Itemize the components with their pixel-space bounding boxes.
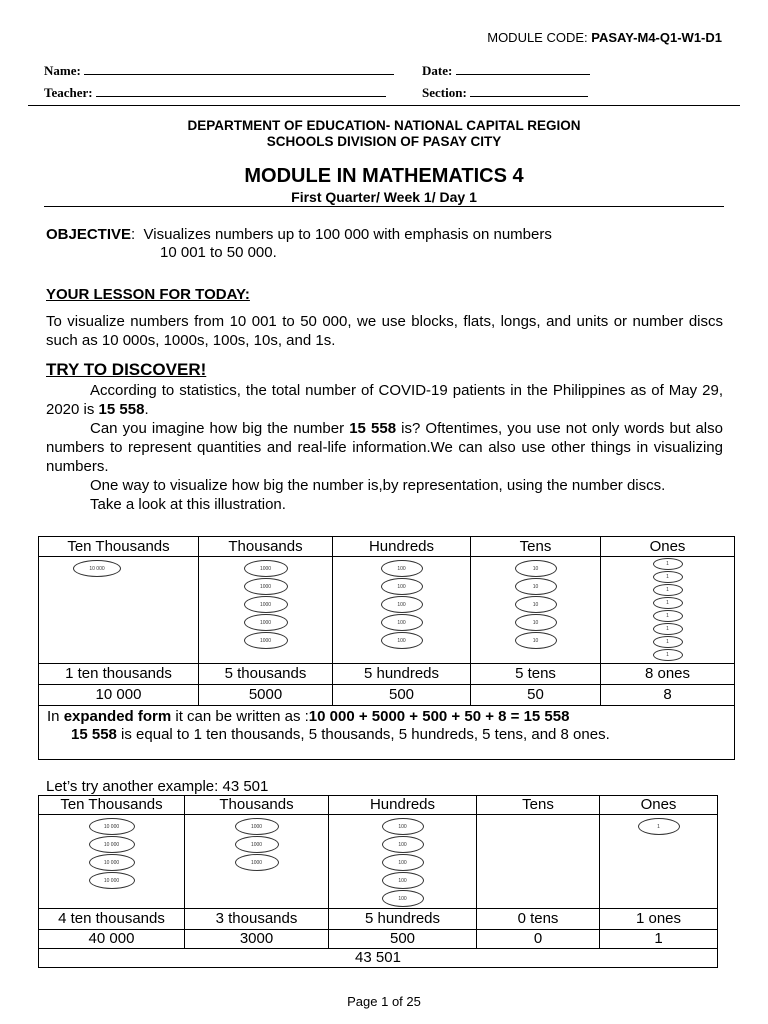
number-disc: 100 bbox=[382, 836, 424, 853]
table1-header-row bbox=[39, 537, 735, 557]
table1-discs-hundreds bbox=[333, 557, 470, 650]
module-subtitle: First Quarter/ Week 1/ Day 1 bbox=[291, 189, 477, 205]
table1-discs-tens bbox=[471, 557, 600, 650]
table2-value-2: 500 bbox=[329, 930, 477, 949]
table2-discs-tens bbox=[477, 815, 599, 818]
discover-paragraph-2: Can you imagine how big the number 15 558 is? Oftentimes, you use not only words but also numbers to represent quantities and real-life information.We can also use other things in visualizing numbers. bbox=[46, 420, 723, 475]
number-disc: 10 000 bbox=[89, 854, 135, 871]
table1-value-0: 10 000 bbox=[39, 685, 199, 706]
table2-words-row bbox=[39, 909, 718, 930]
number-disc: 100 bbox=[382, 818, 424, 835]
table2-header-thousands: Thousands bbox=[185, 796, 329, 815]
table1-word-2: 5 hundreds bbox=[333, 664, 471, 685]
objective-line1: Visualizes numbers up to 100 000 with emphasis on numbers bbox=[143, 226, 552, 243]
teacher-row bbox=[44, 85, 386, 101]
date-label: Date: bbox=[422, 63, 453, 78]
section-row bbox=[422, 85, 588, 101]
teacher-label: Teacher: bbox=[44, 85, 93, 100]
number-disc: 1 bbox=[653, 610, 683, 622]
table1-word-0: 1 ten thousands bbox=[39, 664, 199, 685]
number-disc: 1000 bbox=[244, 578, 288, 595]
table1-value-3: 50 bbox=[471, 685, 601, 706]
number-disc: 1 bbox=[653, 623, 683, 635]
table2-value-1: 3000 bbox=[185, 930, 329, 949]
section-field[interactable] bbox=[470, 85, 588, 97]
table2-word-0: 4 ten thousands bbox=[39, 909, 185, 930]
table2-header-ten-thousands: Ten Thousands bbox=[39, 796, 185, 815]
table1-words-row bbox=[39, 664, 735, 685]
number-disc: 10 000 bbox=[73, 560, 121, 577]
table2-word-4: 1 ones bbox=[600, 909, 718, 930]
number-disc: 10 bbox=[515, 578, 557, 595]
objective-label: OBJECTIVE bbox=[46, 226, 132, 243]
number-disc: 10 000 bbox=[89, 836, 135, 853]
objective: OBJECTIVE: Visualizes numbers up to 100 000 with emphasis on numbers bbox=[46, 226, 552, 243]
table2-discs-ten-thousands bbox=[39, 815, 184, 890]
table2-header-row bbox=[39, 796, 718, 815]
number-disc: 100 bbox=[382, 872, 424, 889]
date-row bbox=[422, 63, 590, 79]
table2-discs-ones bbox=[600, 815, 717, 836]
number-disc: 1 bbox=[653, 571, 683, 583]
section-label: Section: bbox=[422, 85, 467, 100]
table2-discs-thousands bbox=[185, 815, 328, 872]
table2-total: 43 501 bbox=[39, 949, 718, 968]
number-disc: 1 bbox=[653, 558, 683, 570]
table1-disc-row bbox=[39, 557, 735, 664]
table2-word-1: 3 thousands bbox=[185, 909, 329, 930]
name-row bbox=[44, 63, 394, 79]
example2-intro: Let’s try another example: 43 501 bbox=[46, 778, 269, 795]
table1-header-hundreds: Hundreds bbox=[333, 537, 471, 557]
table2-discs-hundreds bbox=[329, 815, 476, 908]
module-title: MODULE IN MATHEMATICS 4 bbox=[244, 165, 524, 187]
number-disc: 100 bbox=[381, 560, 423, 577]
discover-paragraph-4: Take a look at this illustration. bbox=[90, 496, 286, 513]
table2-disc-row bbox=[39, 815, 718, 909]
number-disc: 1000 bbox=[235, 854, 279, 871]
number-disc: 100 bbox=[381, 614, 423, 631]
module-code: MODULE CODE: PASAY-M4-Q1-W1-D1 bbox=[487, 30, 722, 45]
number-disc: 1 bbox=[653, 597, 683, 609]
number-disc: 10 bbox=[515, 560, 557, 577]
teacher-field[interactable] bbox=[96, 85, 386, 97]
table2-values-row bbox=[39, 930, 718, 949]
table1-values-row bbox=[39, 685, 735, 706]
number-disc: 100 bbox=[382, 854, 424, 871]
table2-word-3: 0 tens bbox=[477, 909, 600, 930]
number-disc: 100 bbox=[381, 578, 423, 595]
table1-header-ones: Ones bbox=[601, 537, 735, 557]
number-disc: 10 bbox=[515, 632, 557, 649]
table1-word-4: 8 ones bbox=[601, 664, 735, 685]
lesson-text: To visualize numbers from 10 001 to 50 000, we use blocks, flats, longs, and units or number discs such as 10 000s, 1000s, 100s, 10s, and 1s. bbox=[46, 313, 723, 349]
table2-word-2: 5 hundreds bbox=[329, 909, 477, 930]
table1-header-thousands: Thousands bbox=[199, 537, 333, 557]
number-disc: 10 bbox=[515, 596, 557, 613]
table1-header-tens: Tens bbox=[471, 537, 601, 557]
number-disc: 1000 bbox=[244, 632, 288, 649]
name-field[interactable] bbox=[84, 63, 394, 75]
number-disc: 1000 bbox=[244, 596, 288, 613]
discover-paragraph-1: According to statistics, the total number of COVID-19 patients in the Philippines as of May 29, 2020 is 15 558. bbox=[46, 382, 723, 418]
table1-value-4: 8 bbox=[601, 685, 735, 706]
table1-value-1: 5000 bbox=[199, 685, 333, 706]
number-disc: 1000 bbox=[244, 614, 288, 631]
name-label: Name: bbox=[44, 63, 81, 78]
number-disc: 10 000 bbox=[89, 818, 135, 835]
number-disc: 10 000 bbox=[89, 872, 135, 889]
table1-discs-thousands bbox=[199, 557, 332, 650]
division-name: SCHOOLS DIVISION OF PASAY CITY bbox=[266, 134, 502, 149]
date-field[interactable] bbox=[456, 63, 590, 75]
table1-discs-ones bbox=[601, 557, 734, 662]
discover-paragraph-3: One way to visualize how big the number is,by representation, using the number discs. bbox=[90, 477, 666, 494]
number-disc: 1 bbox=[653, 649, 683, 661]
table2-header-ones: Ones bbox=[600, 796, 718, 815]
table2-total-row bbox=[39, 949, 718, 968]
number-disc: 1000 bbox=[244, 560, 288, 577]
table2-header-hundreds: Hundreds bbox=[329, 796, 477, 815]
table1-value-2: 500 bbox=[333, 685, 471, 706]
table1-expanded-row bbox=[39, 706, 735, 760]
number-disc: 1000 bbox=[235, 818, 279, 835]
number-disc: 1000 bbox=[235, 836, 279, 853]
department-name: DEPARTMENT OF EDUCATION- NATIONAL CAPITAL REGION bbox=[187, 118, 581, 133]
number-disc: 1 bbox=[653, 636, 683, 648]
table2-value-3: 0 bbox=[477, 930, 600, 949]
title-divider bbox=[44, 206, 724, 207]
table2-value-4: 1 bbox=[600, 930, 718, 949]
number-disc: 100 bbox=[382, 890, 424, 907]
place-value-table-1 bbox=[38, 536, 735, 760]
discover-heading: TRY TO DISCOVER! bbox=[46, 360, 207, 379]
lesson-heading: YOUR LESSON FOR TODAY: bbox=[46, 286, 250, 303]
expanded-summary-line: 15 558 is equal to 1 ten thousands, 5 thousands, 5 hundreds, 5 tens, and 8 ones. bbox=[71, 726, 610, 743]
table2-header-tens: Tens bbox=[477, 796, 600, 815]
header-divider bbox=[28, 105, 740, 106]
number-disc: 1 bbox=[653, 584, 683, 596]
number-disc: 100 bbox=[381, 596, 423, 613]
table1-word-3: 5 tens bbox=[471, 664, 601, 685]
table1-header-ten-thousands: Ten Thousands bbox=[39, 537, 199, 557]
objective-line2: 10 001 to 50 000. bbox=[160, 244, 277, 261]
table1-word-1: 5 thousands bbox=[199, 664, 333, 685]
place-value-table-2 bbox=[38, 795, 718, 968]
number-disc: 100 bbox=[381, 632, 423, 649]
discover-text bbox=[46, 381, 723, 514]
table1-discs-ten-thousands bbox=[39, 557, 198, 578]
page-number: Page 1 of 25 bbox=[347, 994, 421, 1009]
number-disc: 10 bbox=[515, 614, 557, 631]
expanded-form-line: In expanded form it can be written as :10 000 + 5000 + 500 + 50 + 8 = 15 558 bbox=[47, 708, 570, 725]
number-disc: 1 bbox=[638, 818, 680, 835]
table2-value-0: 40 000 bbox=[39, 930, 185, 949]
